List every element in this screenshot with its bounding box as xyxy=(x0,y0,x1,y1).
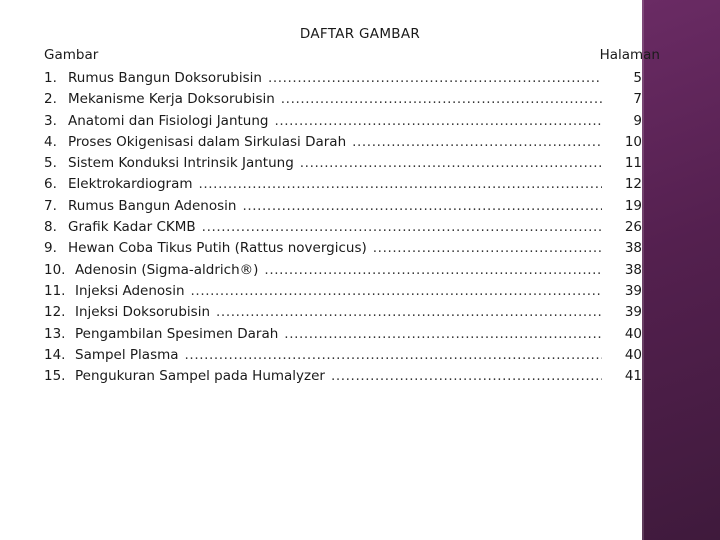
item-page: 7 xyxy=(633,91,642,108)
list-item xyxy=(44,217,660,238)
item-page: 40 xyxy=(624,346,642,363)
leader-dots xyxy=(284,324,602,345)
column-header xyxy=(44,47,660,67)
item-title: Grafik Kadar CKMB xyxy=(68,219,196,236)
leader-dots xyxy=(281,89,602,110)
leader-dots xyxy=(216,302,602,323)
list-item xyxy=(44,196,660,217)
list-item xyxy=(44,89,660,110)
item-number: 15. xyxy=(44,368,66,385)
item-title: Injeksi Doksorubisin xyxy=(75,304,211,321)
item-title: Adenosin (Sigma-aldrich®) xyxy=(75,261,259,278)
list-item xyxy=(44,260,660,281)
item-title: Pengambilan Spesimen Darah xyxy=(75,325,279,342)
item-page: 12 xyxy=(624,176,642,193)
list-item xyxy=(44,324,660,345)
figure-list xyxy=(44,68,660,387)
item-number: 3. xyxy=(44,112,57,129)
item-title: Anatomi dan Fisiologi Jantung xyxy=(68,112,269,129)
list-item xyxy=(44,238,660,259)
item-title: Elektrokardiogram xyxy=(68,176,193,193)
item-number: 1. xyxy=(44,70,57,86)
item-page: 9 xyxy=(633,112,642,129)
item-number: 14. xyxy=(44,346,66,363)
item-title: Hewan Coba Tikus Putih (Rattus novergicus) xyxy=(68,240,367,257)
item-title: Rumus Bangun Doksorubisin xyxy=(68,70,262,86)
leader-dots xyxy=(274,111,602,132)
leader-dots xyxy=(199,174,603,195)
list-item xyxy=(44,281,660,302)
item-page: 38 xyxy=(624,240,642,257)
item-number: 6. xyxy=(44,176,57,193)
item-number: 4. xyxy=(44,133,57,150)
leader-dots xyxy=(373,238,602,259)
list-item xyxy=(44,302,660,323)
item-page: 10 xyxy=(624,133,642,150)
item-page: 19 xyxy=(624,197,642,214)
item-page: 40 xyxy=(624,325,642,342)
list-item xyxy=(44,111,660,132)
leader-dots xyxy=(185,345,602,366)
list-item xyxy=(44,68,660,89)
item-title: Sampel Plasma xyxy=(75,346,179,363)
leader-dots xyxy=(352,132,602,153)
item-number: 11. xyxy=(44,282,66,299)
list-item xyxy=(44,153,660,174)
item-number: 9. xyxy=(44,240,57,257)
list-item xyxy=(44,174,660,195)
leader-dots xyxy=(202,217,602,238)
item-page: 26 xyxy=(624,219,642,236)
item-page: 41 xyxy=(624,368,642,385)
list-item xyxy=(44,345,660,366)
item-number: 13. xyxy=(44,325,66,342)
leader-dots xyxy=(264,260,602,281)
item-number: 10. xyxy=(44,261,66,278)
list-item xyxy=(44,132,660,153)
header-page-label: Halaman xyxy=(599,47,660,63)
item-title: Mekanisme Kerja Doksorubisin xyxy=(68,91,275,108)
item-title: Pengukuran Sampel pada Humalyzer xyxy=(75,368,325,385)
leader-dots xyxy=(191,281,602,302)
item-title: Injeksi Adenosin xyxy=(75,282,185,299)
item-page: 5 xyxy=(633,70,642,86)
leader-dots xyxy=(242,196,602,217)
item-number: 12. xyxy=(44,304,66,321)
item-title: Rumus Bangun Adenosin xyxy=(68,197,237,214)
item-page: 11 xyxy=(624,155,642,172)
page-title: DAFTAR GAMBAR xyxy=(299,26,421,42)
item-page: 38 xyxy=(624,261,642,278)
item-number: 8. xyxy=(44,219,57,236)
item-number: 7. xyxy=(44,197,57,214)
leader-dots xyxy=(268,68,602,89)
item-page: 39 xyxy=(624,282,642,299)
list-item xyxy=(44,366,660,387)
header-figure-label: Gambar xyxy=(44,47,99,63)
leader-dots xyxy=(300,153,602,174)
item-page: 39 xyxy=(624,304,642,321)
item-title: Proses Okigenisasi dalam Sirkulasi Darah xyxy=(68,133,347,150)
item-title: Sistem Konduksi Intrinsik Jantung xyxy=(68,155,294,172)
item-number: 5. xyxy=(44,155,57,172)
leader-dots xyxy=(331,366,602,387)
item-number: 2. xyxy=(44,91,57,108)
